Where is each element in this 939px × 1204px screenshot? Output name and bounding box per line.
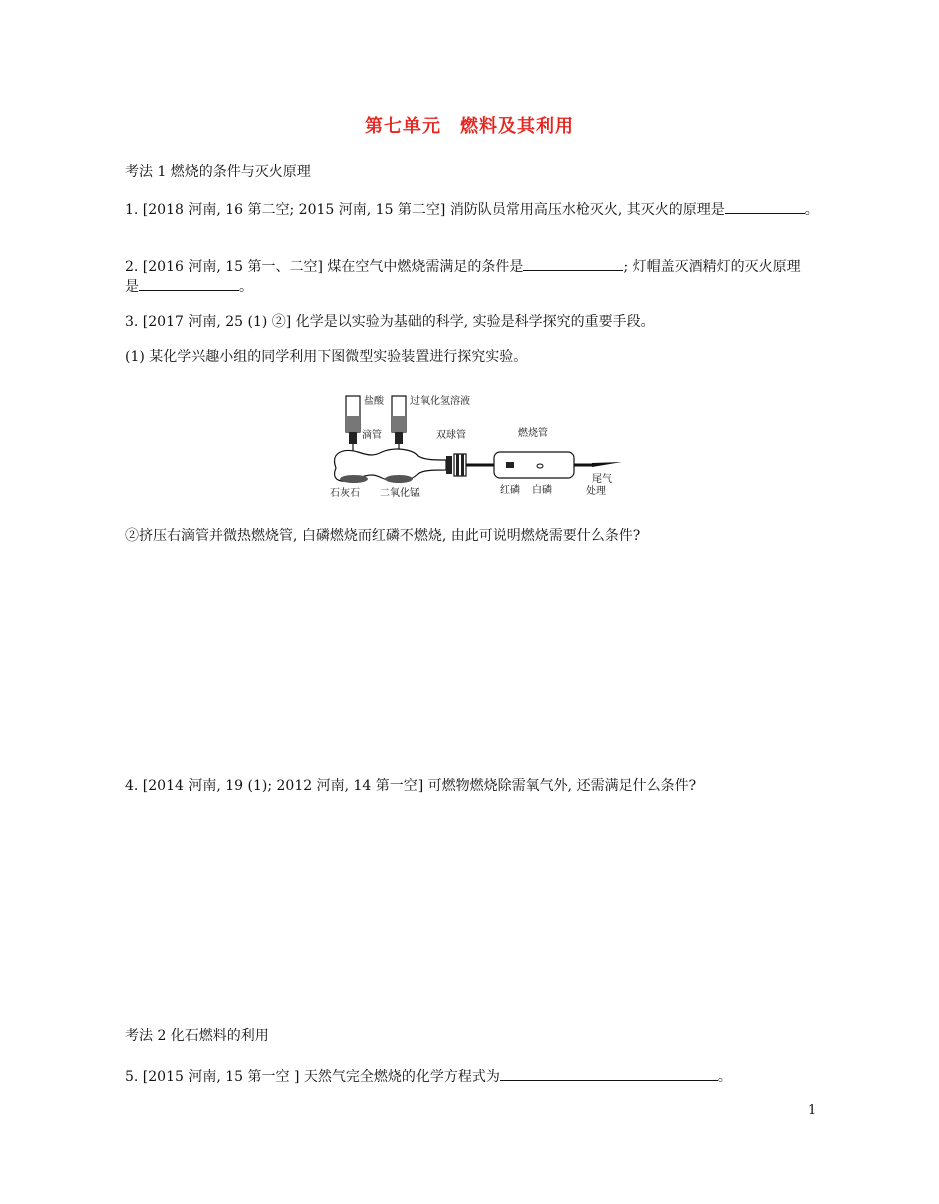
question-1-text: 1. [2018 河南, 16 第二空; 2015 河南, 15 第二空] 消防队员常用高压水枪灭火, 其灭火的原理是 xyxy=(125,202,725,218)
question-2-end: 。 xyxy=(239,279,253,295)
label-double-bulb: 双球管 xyxy=(436,430,466,441)
label-red-phosphorus: 红磷 xyxy=(500,485,520,496)
answer-blank-5[interactable] xyxy=(500,1066,718,1081)
question-1-end: 。 xyxy=(804,202,819,218)
answer-blank-1[interactable] xyxy=(725,199,805,214)
answer-blank-2b[interactable] xyxy=(139,276,239,291)
left-dropper xyxy=(346,396,360,454)
label-h2o2: 过氧化氢溶液 xyxy=(410,396,470,407)
label-burning-tube: 燃烧管 xyxy=(518,428,548,439)
right-dropper xyxy=(392,396,406,454)
question-2-mid: ; 灯帽盖灭酒精灯的灭火原理 xyxy=(623,259,801,275)
label-limestone: 石灰石 xyxy=(330,488,360,499)
page-title: 第七单元 燃料及其利用 xyxy=(365,116,574,137)
label-hcl: 盐酸 xyxy=(364,396,384,407)
label-dropper: 滴管 xyxy=(362,430,382,441)
question-3-part1: (1) 某化学兴趣小组的同学利用下图微型实验装置进行探究实验。 xyxy=(125,349,528,365)
exhaust-nozzle xyxy=(592,462,622,467)
question-5-text: 5. [2015 河南, 15 第一空 ] 天然气完全燃烧的化学方程式为 xyxy=(125,1069,500,1085)
question-5 xyxy=(125,1066,732,1086)
label-tail-treatment: 处理 xyxy=(586,486,606,497)
connector-ring-1 xyxy=(446,456,452,474)
experiment-apparatus-figure xyxy=(322,390,622,502)
question-3: 3. [2017 河南, 25 (1) ②] 化学是以实验为基础的科学, 实验是科学探究的重要手段。 xyxy=(125,314,655,330)
red-phosphorus xyxy=(506,462,514,468)
label-white-phosphorus: 白磷 xyxy=(532,485,552,496)
limestone-solid xyxy=(340,475,368,483)
question-2-line2 xyxy=(125,276,253,296)
question-2-line2-text: 是 xyxy=(125,279,139,295)
connector-body xyxy=(454,454,466,476)
mno2-solid xyxy=(385,475,413,483)
section-heading-1: 考法 1 燃烧的条件与灭火原理 xyxy=(125,164,311,180)
section-heading-2: 考法 2 化石燃料的利用 xyxy=(125,1028,269,1044)
page-number: 1 xyxy=(808,1103,817,1118)
question-5-end: 。 xyxy=(717,1069,732,1085)
question-2-text: 2. [2016 河南, 15 第一、二空] 煤在空气中燃烧需满足的条件是 xyxy=(125,259,524,275)
answer-blank-2a[interactable] xyxy=(523,256,623,271)
question-1 xyxy=(125,199,819,219)
label-tail-gas: 尾气 xyxy=(592,474,612,485)
label-mno2: 二氧化锰 xyxy=(380,488,420,499)
question-4: 4. [2014 河南, 19 (1); 2012 河南, 14 第一空] 可燃物燃烧除需氧气外, 还需满足什么条件? xyxy=(125,778,697,794)
question-3-part2: ②挤压右滴管并微热燃烧管, 白磷燃烧而红磷不燃烧, 由此可说明燃烧需要什么条件? xyxy=(125,528,641,544)
question-2 xyxy=(125,256,801,276)
white-phosphorus xyxy=(537,464,543,468)
